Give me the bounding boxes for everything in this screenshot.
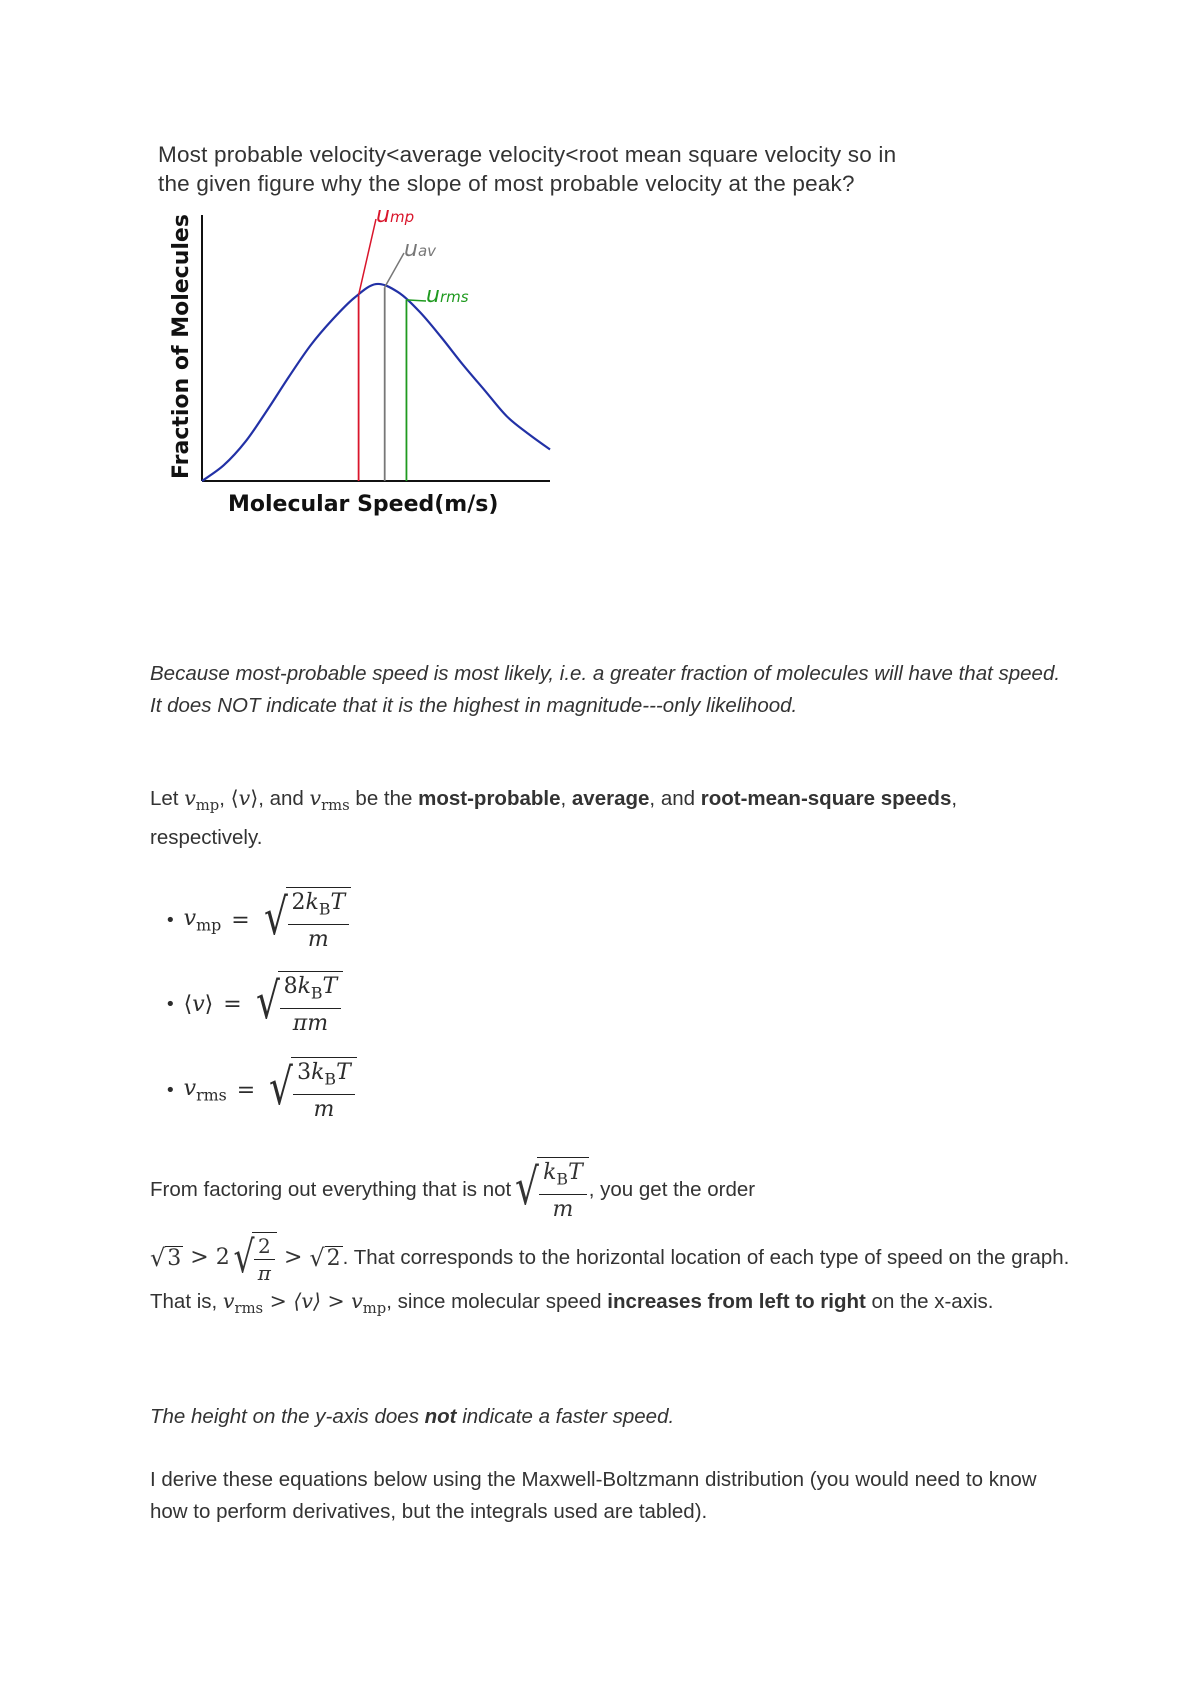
y-axis-label: Fraction of Molecules (169, 214, 194, 479)
speed-distribution-chart (158, 205, 558, 535)
formula-vavg: • ⟨v⟩ = √ $\frac{8k_BT}{\pi m}$ (165, 964, 565, 1044)
formula-vrms: • $v_{rms}$ = √ $\frac{3k_BT}{m}$ (165, 1050, 565, 1130)
leader-line-av (385, 253, 404, 287)
label-u-av: uav (404, 237, 437, 262)
v-rms-symbol: $v_{rms}$ (309, 786, 350, 815)
v-mp-symbol: $v_{mp}$ (184, 786, 220, 815)
answer-paragraph-5: I derive these equations below using the Maxwell-Boltzmann distribution (you would need to know how to perform derivatives, but the integrals used are tabled). (150, 1468, 1037, 1523)
chart-canvas (158, 205, 558, 535)
answer-paragraph-4: The height on the y-axis does not indicate a faster speed. (150, 1405, 675, 1428)
answer-paragraph-1: Because most-probable speed is most likely, i.e. a greater fraction of molecules will have that speed. It does NOT indicate that it is the highest in magnitude---only likelihood. (150, 662, 1061, 717)
distribution-curve (202, 284, 550, 481)
label-u-rms: urms (426, 283, 469, 308)
v-avg-symbol: ⟨v⟩ (230, 786, 259, 810)
question-text (158, 140, 1058, 198)
question-line-1: Most probable velocity<average velocity<root mean square velocity so in (158, 142, 897, 167)
formula-vmp: • $v_{mp}$ = √ $\frac{2k_BT}{m}$ (165, 880, 565, 960)
question-line-2: the given figure why the slope of most probable velocity at the peak? (158, 171, 855, 196)
label-u-mp: ump (376, 203, 415, 228)
answer-paragraph-2: Let $v_{mp}$, ⟨v⟩, and $v_{rms}$ be the most-probable, average, and root-mean-square speeds, respectively. (150, 786, 958, 850)
x-axis-label: Molecular Speed(m/s) (228, 492, 499, 517)
